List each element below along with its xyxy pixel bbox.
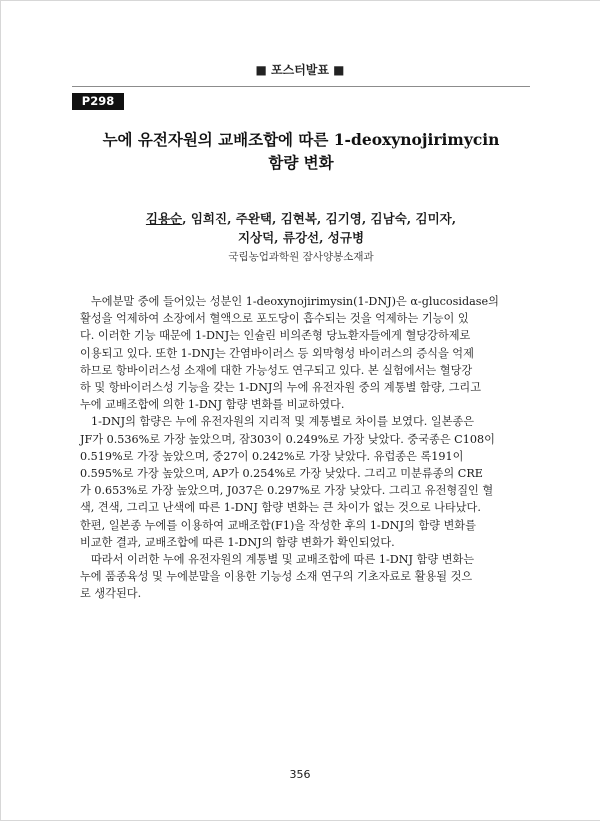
first-author: 김용순 bbox=[145, 211, 183, 226]
text-line: 가 0.653%로 가장 높았으며, J037은 0.297%로 가장 낮았다. 그리고 유전형질인 혈 bbox=[80, 484, 494, 498]
text-line: 비교한 결과, 교배조합에 따른 1-DNJ의 함량 변화가 확인되었다. bbox=[80, 535, 395, 549]
abstract-body bbox=[80, 293, 542, 603]
text-line: 따라서 이러한 누에 유전자원의 계통별 및 교배조합에 따른 1-DNJ 함량 변화는 bbox=[91, 553, 475, 567]
author-line: 지상덕, 류강선, 성규병 bbox=[237, 230, 365, 245]
paper-title bbox=[72, 128, 530, 174]
text-line: 하 및 항바이러스성 기능을 갖는 1-DNJ의 누에 유전자원 중의 계통별 함량, 그리고 bbox=[80, 381, 482, 395]
text-line: JF가 0.536%로 가장 높았으며, 잠303이 0.249%로 가장 낮았다. 중국종은 C108이 bbox=[80, 432, 495, 446]
paragraph bbox=[80, 413, 542, 551]
text-line: 0.519%로 가장 높았으며, 중27이 0.242%로 가장 낮았다. 유럽종은 록191이 bbox=[80, 449, 464, 463]
affiliation: 국립농업과학원 잠사양봉소재과 bbox=[228, 251, 374, 263]
paragraph bbox=[80, 293, 542, 413]
title-line: 함량 변화 bbox=[268, 153, 334, 172]
poster-code-badge: P298 bbox=[72, 93, 124, 110]
text-line: 색, 견색, 그리고 난색에 따른 1-DNJ 함량 변화는 큰 차이가 없는 것으로 나타났다. bbox=[80, 501, 481, 515]
text-line: 다. 이러한 기능 때문에 1-DNJ는 인슐린 비의존형 당뇨환자들에게 혈당강하제로 bbox=[80, 329, 471, 343]
text-line: 0.595%로 가장 높았으며, AP가 0.254%로 가장 낮았다. 그리고 미분류종의 CRE bbox=[80, 467, 483, 481]
text-line: 한편, 일본종 누에를 이용하여 교배조합(F1)을 작성한 후의 1-DNJ의 함량 변화를 bbox=[80, 518, 476, 532]
author-line bbox=[72, 209, 530, 228]
page-number: 356 bbox=[289, 768, 311, 781]
author-names: , 임희진, 주완택, 김현복, 김기영, 김남숙, 김미자, bbox=[182, 211, 457, 226]
title-line: 누에 유전자원의 교배조합에 따른 1-deoxynojirimycin bbox=[102, 130, 500, 149]
text-line: 하므로 항바이러스성 소재에 대한 가능성도 연구되고 있다. 본 실험에서는 혈당강 bbox=[80, 363, 473, 377]
text-line: 누에분말 중에 들어있는 성분인 1-deoxynojirimysin(1-DNJ)은 α-glucosidase의 bbox=[91, 295, 499, 308]
text-line: 누에 교배조합에 의한 1-DNJ 함량 변화를 비교하였다. bbox=[80, 398, 345, 412]
header-rule bbox=[72, 86, 530, 87]
text-line: 활성을 억제하여 소장에서 혈액으로 포도당이 흡수되는 것을 억제하는 기능이 있 bbox=[80, 312, 469, 326]
text-line: 이용되고 있다. 또한 1-DNJ는 간염바이러스 등 외막형성 바이러스의 증식을 억제 bbox=[80, 346, 474, 360]
text-line: 로 생각된다. bbox=[80, 587, 142, 601]
paragraph bbox=[80, 551, 542, 603]
text-line: 1-DNJ의 함량은 누에 유전자원의 지리적 및 계통별로 차이를 보였다. 일본종은 bbox=[91, 415, 475, 429]
author-list bbox=[72, 209, 530, 247]
section-label: ■ 포스터발표 ■ bbox=[255, 63, 345, 77]
text-line: 누에 품종육성 및 누에분말을 이용한 기능성 소재 연구의 기초자료로 활용될 것으 bbox=[80, 570, 473, 584]
